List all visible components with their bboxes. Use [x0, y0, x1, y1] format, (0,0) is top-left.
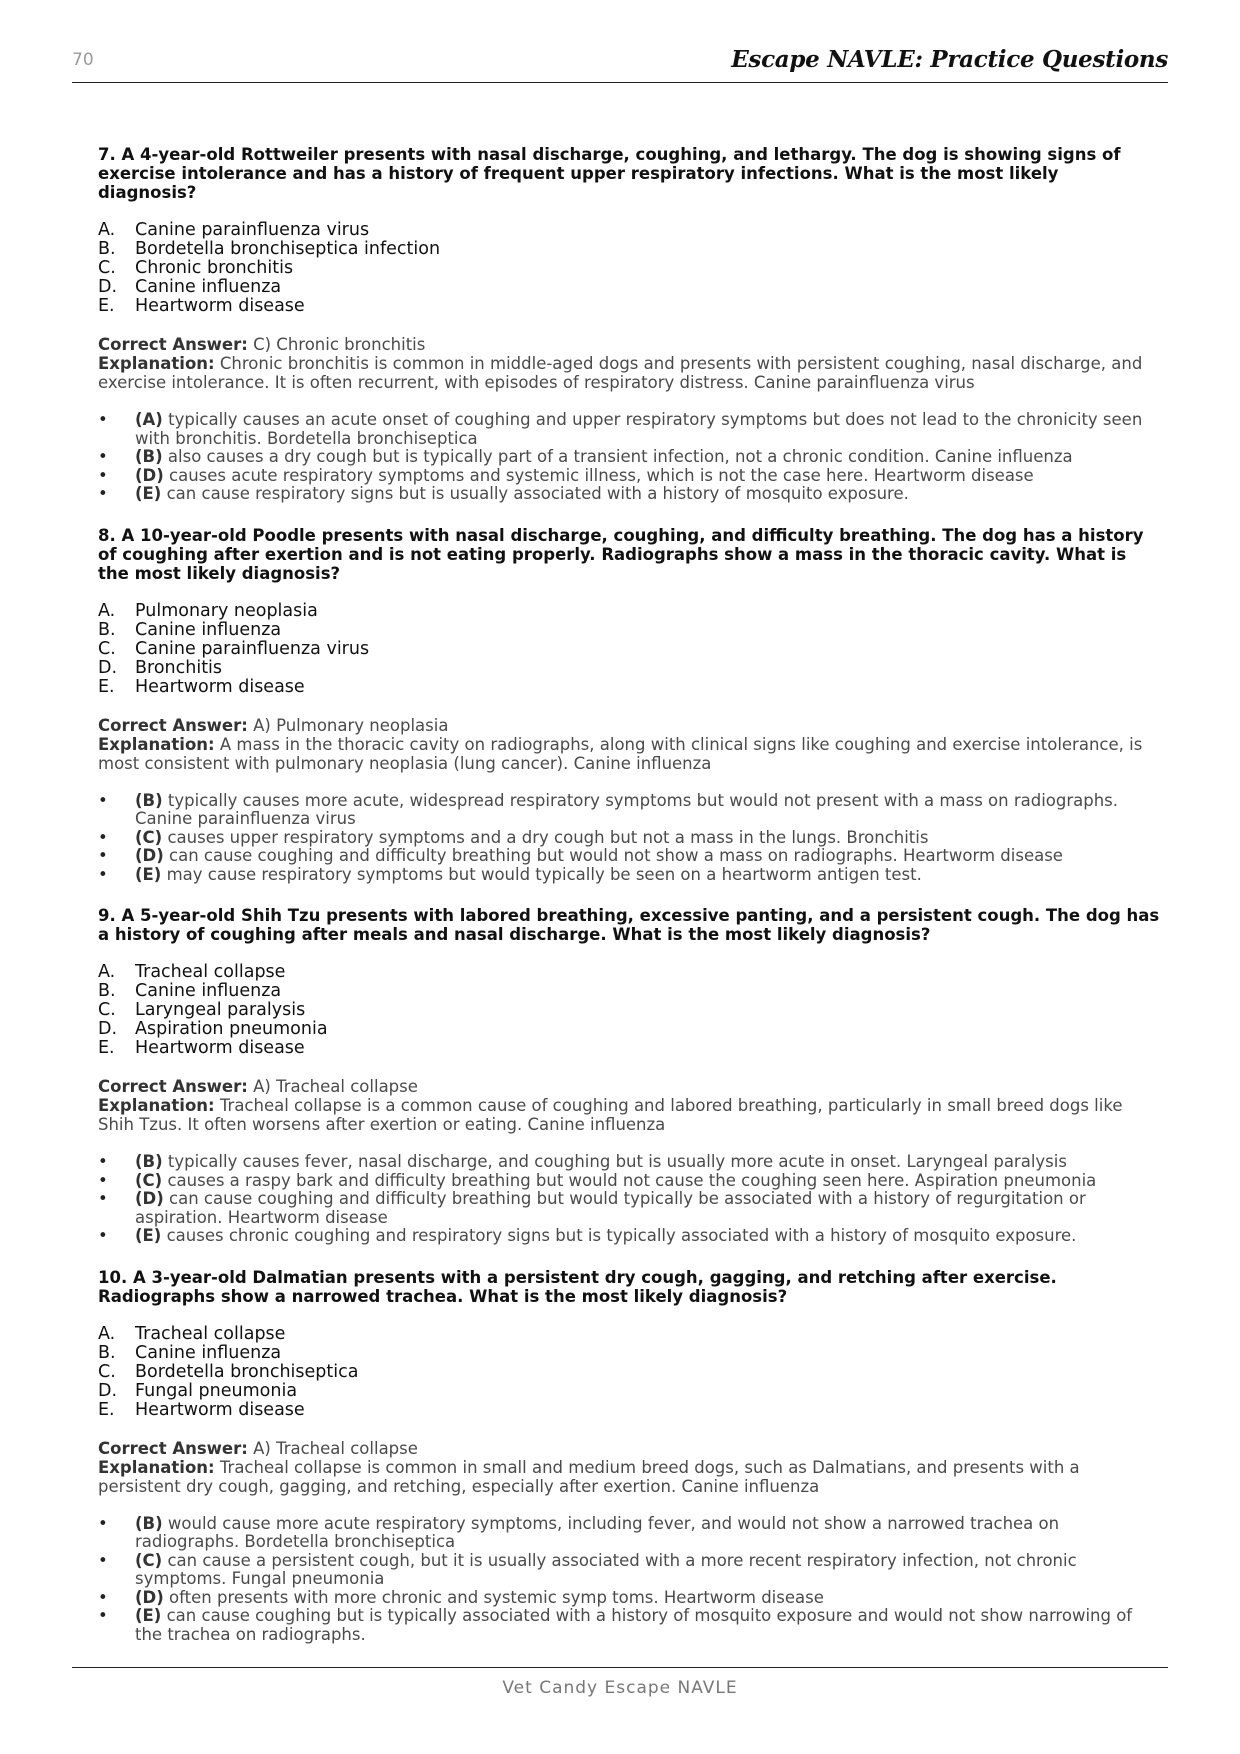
option-item	[98, 1020, 1160, 1039]
distractor-note: • (B) typically causes fever, nasal discharge, and coughing but is usually more acute in onset. Laryngeal paralysis	[98, 1152, 1067, 1171]
question-block	[98, 1268, 1160, 1645]
question-stem: 9. A 5-year-old Shih Tzu presents with labored breathing, excessive panting, and a persistent cough. The dog has a history of coughing after meals and nasal discharge. What is the most likely diagnosis?	[98, 906, 1160, 944]
correct-answer-value: A) Pulmonary neoplasia	[253, 715, 449, 735]
option-letter: E.	[98, 1399, 115, 1420]
option-item	[98, 297, 1160, 316]
distractor-notes	[98, 411, 1160, 504]
explanation-label: Explanation:	[98, 354, 215, 373]
option-letter: C.	[98, 1361, 116, 1382]
distractor-note: • (D) often presents with more chronic and systemic symp toms. Heartworm disease	[98, 1587, 824, 1607]
explanation-label: Explanation:	[98, 1096, 215, 1115]
option-item	[98, 259, 1160, 278]
distractor-label: (D)	[135, 465, 164, 485]
question-block	[98, 145, 1160, 504]
distractor-note: • (B) would cause more acute respiratory symptoms, including fever, and would not show a narrowed trachea on radiographs. Bordetella bronchiseptica	[98, 1513, 1060, 1551]
option-text: Bronchitis	[135, 657, 223, 678]
running-title: Escape NAVLE: Practice Questions	[731, 46, 1168, 73]
distractor-note: • (B) also causes a dry cough but is typically part of a transient infection, not a chronic condition. Canine influenza	[98, 447, 1073, 466]
option-letter: A.	[98, 220, 116, 240]
distractor-text: can cause coughing and difficulty breathing but would not show a mass on radiographs. Heartworm disease	[169, 846, 1063, 865]
distractor-label: (D)	[135, 846, 164, 865]
correct-answer-label: Correct Answer:	[98, 715, 248, 735]
distractor-note: • (E) can cause respiratory signs but is usually associated with a history of mosquito exposure.	[98, 484, 909, 503]
distractor-note: • (B) typically causes more acute, widespread respiratory symptoms but would not present with a mass on radiographs. Canine parainfluenza virus	[98, 790, 1119, 828]
explanation-label: Explanation:	[98, 1457, 215, 1477]
answer-options	[98, 221, 1160, 316]
distractor-note: • (D) causes acute respiratory symptoms and systemic illness, which is not the case here. Heartworm disease	[98, 465, 1034, 485]
distractor-text: causes acute respiratory symptoms and systemic illness, which is not the case here. Heartworm disease	[169, 465, 1034, 485]
distractor-text: may cause respiratory symptoms but would typically be seen on a heartworm antigen test.	[166, 864, 922, 884]
option-text: Tracheal collapse	[135, 1323, 286, 1344]
distractor-label: (A)	[135, 410, 163, 429]
distractor-text: causes a raspy bark and difficulty breathing but would not cause the coughing seen here. Aspiration pneumonia	[167, 1170, 1097, 1190]
option-text: Heartworm disease	[135, 676, 305, 697]
option-item	[98, 640, 1160, 659]
option-letter: D.	[98, 277, 118, 297]
option-item	[98, 278, 1160, 297]
distractor-label: (B)	[135, 790, 163, 810]
distractor-notes	[98, 792, 1160, 885]
option-letter: A.	[98, 1323, 116, 1344]
option-text: Bordetella bronchiseptica	[135, 1361, 359, 1382]
explanation-text: A mass in the thoracic cavity on radiographs, along with clinical signs like coughing and exercise intolerance, is most consistent with pulmonary neoplasia (lung cancer). Canine influenza	[98, 734, 1143, 773]
distractor-text: can cause coughing and difficulty breathing but would typically be associated with a history of regurgitation or aspiration. Heartworm disease	[135, 1189, 1086, 1227]
explanation-text: Chronic bronchitis is common in middle-aged dogs and presents with persistent coughing, nasal discharge, and exercise intolerance. It is often recurrent, with episodes of respiratory distress. Canine parainfluenza virus	[98, 354, 1143, 392]
explanation-label: Explanation:	[98, 734, 215, 754]
option-item	[98, 221, 1160, 240]
correct-answer-value: A) Tracheal collapse	[253, 1077, 418, 1096]
distractor-label: (C)	[135, 827, 163, 847]
distractor-text: typically causes more acute, widespread respiratory symptoms but would not present with a mass on radiographs. Canine parainfluenza virus	[135, 790, 1119, 828]
question-stem: 8. A 10-year-old Poodle presents with nasal discharge, coughing, and difficulty breathing. The dog has a history of coughing after exertion and is not eating properly. Radiographs show a mass in the thoracic cavity. What is the most likely diagnosis?	[98, 525, 1144, 583]
option-item	[98, 621, 1160, 640]
distractor-text: can cause coughing but is typically associated with a history of mosquito exposure and would not show narrowing of the trachea on radiographs.	[135, 1606, 1133, 1644]
distractor-note: • (C) causes upper respiratory symptoms and a dry cough but not a mass in the lungs. Bronchitis	[98, 827, 929, 847]
correct-answer-value: C) Chronic bronchitis	[253, 335, 426, 354]
option-item	[98, 1001, 1160, 1020]
distractor-note: • (E) can cause coughing but is typically associated with a history of mosquito exposure and would not show narrowing of the trachea on radiographs.	[98, 1606, 1133, 1644]
distractor-label: (D)	[135, 1189, 164, 1208]
correct-answer-label: Correct Answer:	[98, 1077, 248, 1096]
explanation	[98, 354, 1160, 392]
option-letter: C.	[98, 258, 116, 278]
option-text: Tracheal collapse	[135, 962, 286, 982]
distractor-note: • (D) can cause coughing and difficulty breathing but would typically be associated with a history of regurgitation or aspiration. Heartworm disease	[98, 1189, 1086, 1227]
option-text: Pulmonary neoplasia	[135, 600, 318, 621]
distractor-text: also causes a dry cough but is typically part of a transient infection, not a chronic condition. Canine influenza	[167, 447, 1073, 466]
explanation-text: Tracheal collapse is a common cause of coughing and labored breathing, particularly in small breed dogs like Shih Tzus. It often worsens after exertion or eating. Canine influenza	[98, 1096, 1123, 1134]
option-item	[98, 602, 1160, 621]
distractor-note: • (E) causes chronic coughing and respiratory signs but is typically associated with a history of mosquito exposure.	[98, 1226, 1077, 1245]
option-item	[98, 982, 1160, 1001]
option-letter: B.	[98, 981, 116, 1001]
distractor-text: would cause more acute respiratory symptoms, including fever, and would not show a narrowed trachea on radiographs. Bordetella bronchiseptica	[135, 1513, 1060, 1551]
question-block	[98, 526, 1160, 885]
option-text: Canine parainfluenza virus	[135, 638, 370, 659]
answer-options	[98, 602, 1160, 697]
option-text: Laryngeal paralysis	[135, 1000, 306, 1020]
distractor-text: causes chronic coughing and respiratory signs but is typically associated with a history of mosquito exposure.	[166, 1226, 1077, 1245]
correct-answer-label: Correct Answer:	[98, 335, 248, 354]
question-block	[98, 906, 1160, 1246]
page-number: 70	[72, 50, 94, 70]
distractor-note: • (C) can cause a persistent cough, but it is usually associated with a more recent respiratory infection, not chronic symptoms. Fungal pneumonia	[98, 1550, 1077, 1588]
option-item	[98, 1039, 1160, 1058]
distractor-label: (D)	[135, 1587, 164, 1607]
option-item	[98, 1344, 1160, 1363]
option-letter: B.	[98, 239, 116, 259]
option-item	[98, 1382, 1160, 1401]
explanation-text: Tracheal collapse is common in small and medium breed dogs, such as Dalmatians, and presents with a persistent dry cough, gagging, and retching, especially after exertion. Canine influenza	[98, 1457, 1080, 1496]
option-text: Heartworm disease	[135, 1038, 305, 1058]
distractor-note: • (D) can cause coughing and difficulty breathing but would not show a mass on radiographs. Heartworm disease	[98, 846, 1063, 865]
distractor-label: (B)	[135, 1513, 163, 1533]
distractor-note: • (E) may cause respiratory symptoms but would typically be seen on a heartworm antigen test.	[98, 864, 922, 884]
question-stem: 7. A 4-year-old Rottweiler presents with nasal discharge, coughing, and lethargy. The dog is showing signs of exercise intolerance and has a history of frequent upper respiratory infections. What is the most likely diagnosis?	[98, 145, 1121, 202]
option-letter: D.	[98, 657, 118, 678]
option-letter: C.	[98, 1000, 116, 1020]
correct-answer	[98, 335, 1160, 354]
explanation	[98, 1458, 1160, 1496]
option-item	[98, 678, 1160, 697]
answer-options	[98, 963, 1160, 1058]
distractor-label: (E)	[135, 1226, 162, 1245]
distractor-label: (E)	[135, 484, 162, 503]
distractor-label: (E)	[135, 864, 162, 884]
option-text: Chronic bronchitis	[135, 258, 294, 278]
distractor-text: causes upper respiratory symptoms and a dry cough but not a mass in the lungs. Bronchitis	[167, 827, 929, 847]
explanation	[98, 735, 1160, 773]
correct-answer-value: A) Tracheal collapse	[253, 1438, 418, 1458]
distractor-label: (C)	[135, 1170, 163, 1190]
option-letter: D.	[98, 1019, 118, 1039]
option-text: Canine influenza	[135, 619, 282, 640]
distractor-notes	[98, 1515, 1160, 1645]
footer-text: Vet Candy Escape NAVLE	[502, 1678, 738, 1698]
option-text: Bordetella bronchiseptica infection	[135, 239, 441, 259]
distractor-text: typically causes fever, nasal discharge, and coughing but is usually more acute in onset. Laryngeal paralysis	[167, 1152, 1067, 1171]
option-item	[98, 659, 1160, 678]
option-text: Canine influenza	[135, 1342, 282, 1363]
option-letter: B.	[98, 619, 116, 640]
distractor-note: • (C) causes a raspy bark and difficulty breathing but would not cause the coughing seen here. Aspiration pneumonia	[98, 1170, 1097, 1190]
distractor-text: often presents with more chronic and systemic symp toms. Heartworm disease	[169, 1587, 824, 1607]
question-stem: 10. A 3-year-old Dalmatian presents with a persistent dry cough, gagging, and retching after exercise. Radiographs show a narrowed trachea. What is the most likely diagnosis?	[98, 1267, 1057, 1306]
option-item	[98, 1325, 1160, 1344]
answer-options	[98, 1325, 1160, 1420]
header-divider	[72, 82, 1168, 83]
distractor-text: can cause a persistent cough, but it is usually associated with a more recent respiratory infection, not chronic symptoms. Fungal pneumonia	[135, 1550, 1077, 1588]
option-text: Canine parainfluenza virus	[135, 220, 370, 240]
option-letter: E.	[98, 296, 115, 316]
option-letter: E.	[98, 676, 115, 697]
distractor-note: • (A) typically causes an acute onset of coughing and upper respiratory symptoms but does not lead to the chronicity seen with bronchitis. Bordetella bronchiseptica	[98, 410, 1143, 448]
option-text: Heartworm disease	[135, 1399, 305, 1420]
explanation	[98, 1096, 1160, 1134]
option-letter: E.	[98, 1038, 115, 1058]
option-item	[98, 1363, 1160, 1382]
option-text: Heartworm disease	[135, 296, 305, 316]
correct-answer	[98, 1077, 1160, 1096]
option-letter: A.	[98, 962, 116, 982]
option-item	[98, 240, 1160, 259]
questions-container	[98, 145, 1160, 1666]
option-item	[98, 1401, 1160, 1420]
option-letter: D.	[98, 1380, 118, 1401]
option-text: Fungal pneumonia	[135, 1380, 298, 1401]
option-letter: B.	[98, 1342, 116, 1363]
footer-divider	[72, 1667, 1168, 1668]
distractor-label: (C)	[135, 1550, 163, 1570]
distractor-notes	[98, 1153, 1160, 1246]
distractor-text: typically causes an acute onset of coughing and upper respiratory symptoms but does not lead to the chronicity seen with bronchitis. Bordetella bronchiseptica	[135, 410, 1143, 448]
option-letter: A.	[98, 600, 116, 621]
option-item	[98, 963, 1160, 982]
option-letter: C.	[98, 638, 116, 659]
correct-answer	[98, 716, 1160, 735]
option-text: Aspiration pneumonia	[135, 1019, 328, 1039]
distractor-text: can cause respiratory signs but is usually associated with a history of mosquito exposure.	[166, 484, 909, 503]
correct-answer	[98, 1439, 1160, 1458]
distractor-label: (E)	[135, 1606, 162, 1625]
distractor-label: (B)	[135, 1152, 163, 1171]
option-text: Canine influenza	[135, 981, 282, 1001]
distractor-label: (B)	[135, 447, 163, 466]
correct-answer-label: Correct Answer:	[98, 1438, 248, 1458]
option-text: Canine influenza	[135, 277, 282, 297]
